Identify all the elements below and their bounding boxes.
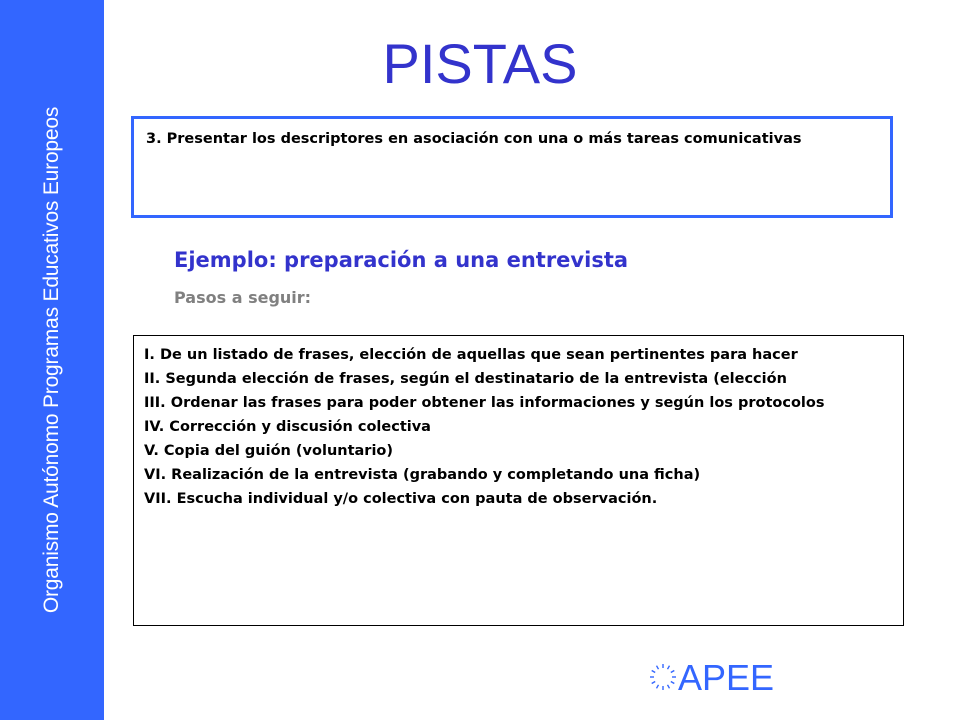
apee-logo bbox=[648, 658, 788, 700]
step-item: VI. Realización de la entrevista (grabando y completando una ficha) bbox=[144, 467, 701, 483]
sidebar bbox=[0, 0, 104, 720]
step-item: II. Segunda elección de frases, según el destinatario de la entrevista (elección bbox=[144, 371, 787, 387]
descriptor-box bbox=[131, 116, 893, 218]
sidebar-organization-name: Organismo Autónomo Programas Educativos Europeos bbox=[40, 106, 63, 614]
step-item: V. Copia del guión (voluntario) bbox=[144, 443, 394, 459]
example-heading: Ejemplo: preparación a una entrevista bbox=[174, 248, 629, 272]
descriptor-text: 3. Presentar los descriptores en asociación con una o más tareas comunicativas bbox=[146, 131, 802, 147]
step-item: III. Ordenar las frases para poder obtener las informaciones y según los protocolos bbox=[144, 395, 825, 411]
steps-heading: Pasos a seguir: bbox=[174, 288, 312, 307]
step-item: IV. Corrección y discusión colectiva bbox=[144, 419, 431, 435]
logo-text: APEE bbox=[678, 657, 775, 698]
eu-stars-ring-icon bbox=[648, 662, 678, 692]
steps-box bbox=[133, 335, 904, 626]
page-title: PISTAS bbox=[382, 32, 578, 95]
step-item: I. De un listado de frases, elección de aquellas que sean pertinentes para hacer bbox=[144, 347, 798, 363]
steps-list bbox=[144, 343, 824, 511]
step-item: VII. Escucha individual y/o colectiva con pauta de observación. bbox=[144, 491, 658, 507]
